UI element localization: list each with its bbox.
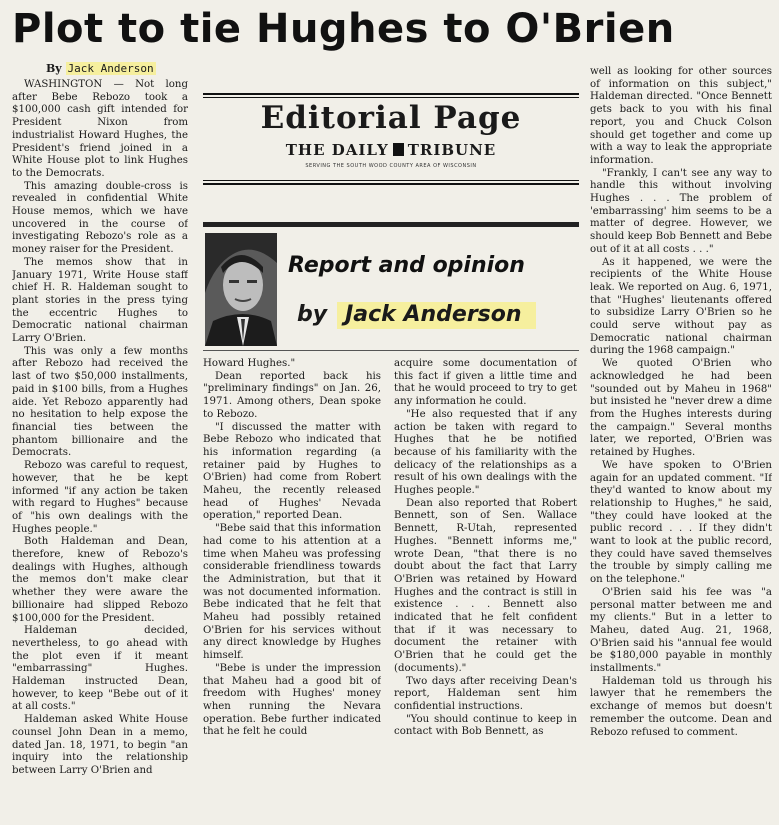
column-title: Report and opinion	[288, 253, 525, 278]
paragraph: well as looking for other sources of information on this subject," Haldeman directed. "Once Bennett gets back to you with his final report, you and Chuck Colson should get together and come up with a way to leak the appropriate information.	[590, 66, 772, 166]
paragraph: "Frankly, I can't see any way to handle this without involving Hughes . . . The problem of 'embarrassing' him seems to be a matter of degree. However, we should keep Bob Bennett and Bebe out of it at all costs . . ."	[590, 167, 772, 255]
paragraph: Rebozo was careful to request, however, that he be kept informed "if any action be taken with regard to Hughes" because of "his own dealings with the Hughes people."	[12, 460, 188, 535]
paragraph: Both Haldeman and Dean, therefore, knew of Rebozo's dealings with Hughes, although the memos don't make clear whether they were aware the billionaire had slipped Rebozo $100,000 for the President.	[12, 536, 188, 624]
column-3	[394, 358, 577, 821]
editorial-banner	[203, 93, 579, 185]
paragraph: Dean reported back his "preliminary findings" on Jan. 26, 1971. Among others, Dean spoke to Rebozo.	[203, 370, 381, 420]
paragraph: Haldeman told us through his lawyer that he remembers the exchange of memos but doesn't remember the outcome. Dean and Rebozo refused to comment.	[590, 675, 772, 738]
paragraph: As it happened, we were the recipients of the White House leak. We reported on Aug. 6, 1971, that "Hughes' lieutenants offered to subsidize Larry O'Brien so he could serve without pay as Democratic national chairman during the 1968 campaign."	[590, 256, 772, 357]
paragraph: acquire some documentation of this fact if given a little time and that he would proceed to try to get any information he could.	[394, 358, 577, 408]
masthead-block-icon	[393, 143, 404, 156]
byline-prefix: By	[46, 62, 62, 75]
paper-name-right: TRIBUNE	[407, 141, 497, 159]
paragraph: WASHINGTON — Not long after Bebe Rebozo took a $100,000 cash gift intended for President Nixon from industrialist Howard Hughes, the President's friend joined in a White House plot to link Hughes to the Democrats.	[12, 79, 188, 179]
headline: Plot to tie Hughes to O'Brien	[12, 6, 675, 52]
paragraph: Dean also reported that Robert Bennett, son of Sen. Wallace Bennett, R-Utah, represented Hughes. "Bennett informs me," wrote Dean, "that there is no doubt about the fact that Larry O'Brien was retained by Howard Hughes and the contract is still in existence . . . Bennett also indicated that he felt confident that if it was necessary to document the retainer with O'Brien that he could get the (documents)."	[394, 497, 577, 674]
header-bottom-rule	[203, 350, 579, 351]
paragraph: "He also requested that if any action be taken with regard to Hughes that he be notified because of his familiarity with the delicacy of the relationships as a result of his own dealings with the Hughes people."	[394, 408, 577, 497]
byline	[46, 62, 156, 76]
paragraph: "Bebe is under the impression that Maheu had a good bit of freedom with Hughes' money when running the Nevara operation. Bebe further indicated that he felt he could	[203, 662, 381, 738]
column-4	[590, 66, 772, 821]
author-portrait-icon	[205, 233, 277, 346]
paragraph: We have spoken to O'Brien again for an updated comment. "If they'd wanted to know about my relationship to Hughes," he said, "they could have looked at the public record . . . If they didn't want to look at the public record, they could have saved themselves the trouble by simply calling me on the telephone."	[590, 459, 772, 586]
banner-title: Editorial Page	[260, 100, 522, 136]
column-1	[12, 79, 188, 821]
paper-name-left: THE DAILY	[285, 141, 389, 159]
paragraph: Howard Hughes."	[203, 358, 296, 369]
paragraph: The memos show that in January 1971, Write House staff chief H. R. Haldeman sought to plant stories in the press tying the eccentric Hughes to Democratic national chairman Larry O'Brien.	[12, 256, 188, 345]
paragraph: "You should continue to keep in contact with Bob Bennett, as	[394, 713, 577, 738]
column-author: Jack Anderson	[337, 302, 535, 329]
paragraph: Haldeman asked White House counsel John Dean in a memo, dated Jan. 18, 1971, to begin "an inquiry into the relationship between Larry O'Brien and	[12, 714, 188, 776]
paragraph: "I discussed the matter with Bebe Rebozo who indicated that his information regarding (a retainer paid by Hughes to O'Brien) had come from Robert Maheu, the recently released head of Hughes' Nevada operation," reported Dean.	[203, 421, 381, 522]
paragraph: We quoted O'Brien who acknowledged he had been "sounded out by Maheu in 1968" but insisted he "never drew a dime from the Hughes interests during the campaign." Several months later, we reported, O'Brien was retained by Hughes.	[590, 358, 772, 459]
banner-rule	[203, 180, 579, 181]
newspaper-name	[203, 141, 579, 159]
paragraph: O'Brien said his fee was "a personal matter between me and my clients." But in a letter to Maheu, dated Aug. 21, 1968, O'Brien said his "annual fee would be $180,000 payable in monthly installments."	[590, 586, 772, 675]
author-photo	[205, 233, 277, 346]
paragraph: Haldeman decided, nevertheless, to go ahead with the plot even if it meant "embarrassing" Hughes. Haldeman instructed Dean, however, to keep "Bebe out of it at all costs."	[12, 625, 188, 713]
column-byline	[297, 301, 536, 329]
column-divider-rule	[203, 222, 579, 227]
column-by: by	[297, 302, 328, 327]
paragraph: Two days after receiving Dean's report, Haldeman sent him confidential instructions.	[394, 675, 577, 712]
paragraph: This was only a few months after Rebozo had received the last of two $50,000 installments, paid in $100 bills, from a Hughes aide. Yet Rebozo apparently had no hesitation to help expose the financial ties between the phantom billionaire and the Democrats.	[12, 345, 188, 459]
byline-author: Jack Anderson	[67, 62, 154, 75]
paragraph: This amazing double-cross is revealed in confidential White House memos, which we have uncovered in the course of investigating Rebozo's role as a money raiser for the President.	[12, 180, 188, 256]
banner-motto: SERVING THE SOUTH WOOD COUNTY AREA OF WISCONSIN	[305, 163, 477, 169]
paragraph: "Bebe said that this information had come to his attention at a time when Maheu was professing considerable friendliness towards the Administration, but that it was not documented information. Bebe indicated that he felt that Maheu had possibly retained O'Brien for his services without any direct knowledge by Hughes himself.	[203, 523, 381, 662]
column-2	[203, 358, 381, 821]
banner-rule	[203, 97, 579, 98]
